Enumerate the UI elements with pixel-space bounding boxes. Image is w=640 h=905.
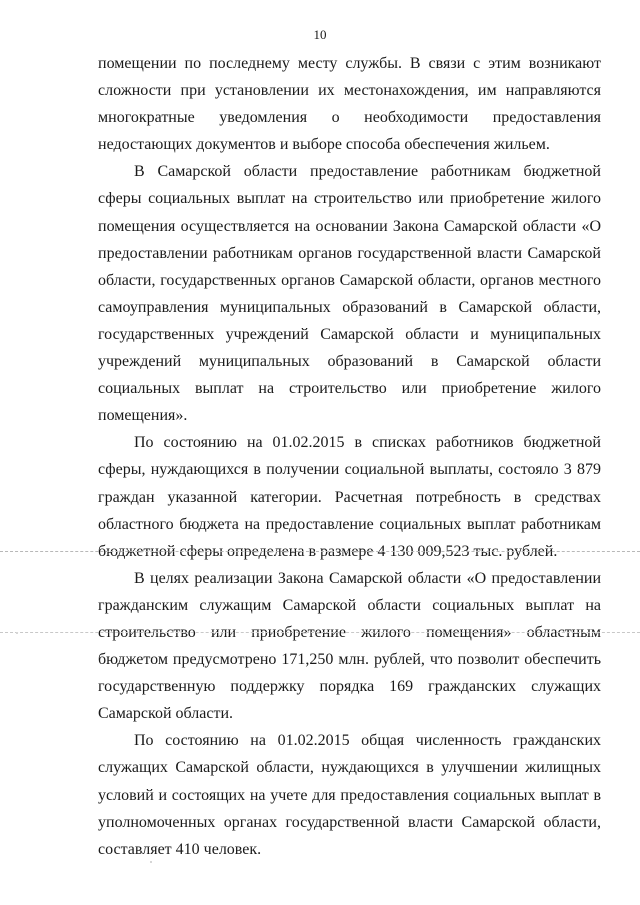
paragraph-budget-workers-law: В Самарской области предоставление работникам бюджетной сферы социальных выплат на строительство или приобретение жилого помещения осуществляется на основании Закона Самарской области «О предоставлении работникам органов государственной власти Самарской области, государственных органов Самарской области, органов местного самоуправления муниципальных образований в Самарской области, государственных учреждений Самарской области и муниципальных учреждений муниципальных образований в Самарской области социальных выплат на строительство или приобретение жилого помещения». (98, 163, 601, 425)
paragraph-continuation: помещении по последнему месту службы. В связи с этим возникают сложности при установлении их местонахождения, им направляются многократные уведомления о необходимости предоставления недостающих документов и выборе способа обеспечения жильем. (98, 55, 601, 154)
scan-artifact-line (0, 632, 640, 633)
paragraph-civil-servants-statistics: По состоянию на 01.02.2015 общая численность гражданских служащих Самарской области, нуждающихся в улучшении жилищных условий и состоящих на учете для предоставления социальных выплат в уполномоченных органах государственной власти Самарской области, составляет 410 человек. (98, 732, 601, 858)
page-number: 10 (313, 27, 327, 42)
paragraph-budget-workers-statistics: По состоянию на 01.02.2015 в списках работников бюджетной сферы, нуждающихся в получении социальной выплаты, состояло 3 879 граждан указанной категории. Расчетная потребность в средствах областного бюджета на предоставление социальных выплат работникам бюджетной сферы определена в размере 4 130 009,523 тыс. рублей. (98, 434, 601, 560)
paragraph-civil-servants-law: В целях реализации Закона Самарской области «О предоставлении гражданским служащим Самарской области социальных выплат на строительство или приобретение жилого помещения» областным бюджетом предусмотрено 171,250 млн. рублей, что позволит обеспечить государственную поддержку порядка 169 гражданских служащих Самарской области. (98, 569, 601, 723)
scan-artifact-line (0, 551, 640, 552)
scan-speck (16, 632, 18, 634)
scan-speck (150, 861, 152, 863)
document-body (98, 50, 601, 863)
